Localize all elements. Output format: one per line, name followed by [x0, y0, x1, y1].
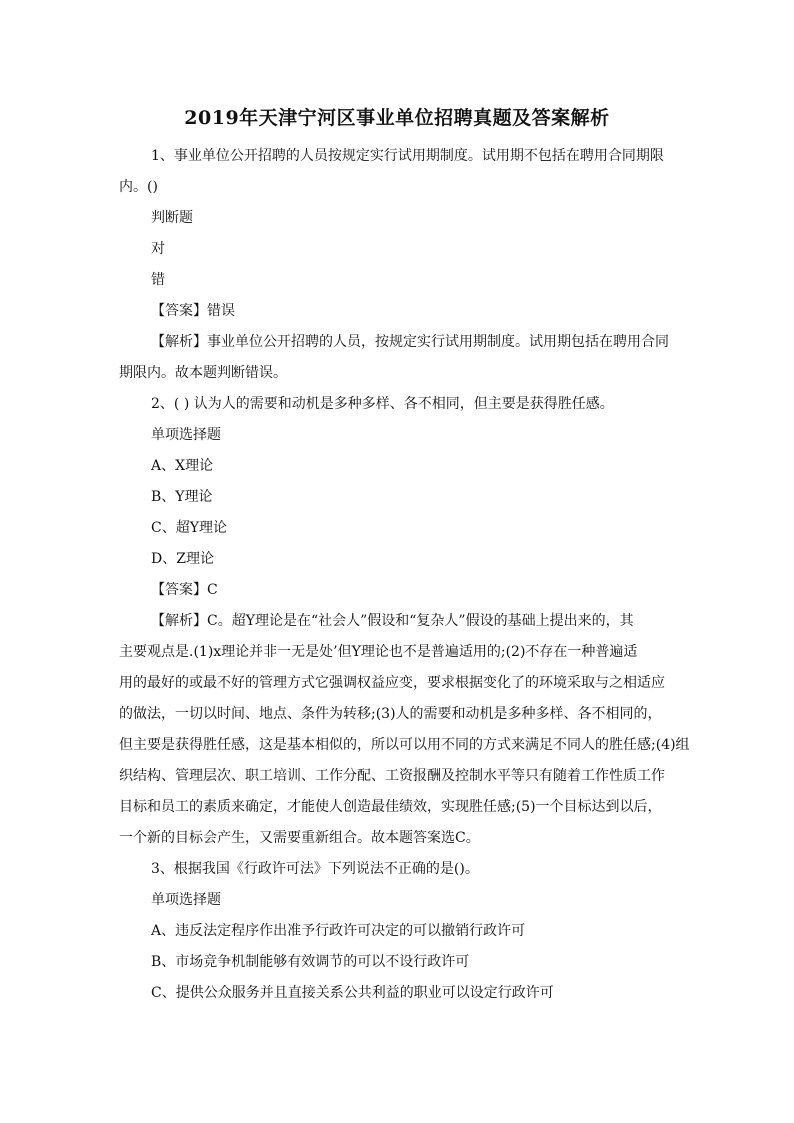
- text-line: 对: [151, 241, 165, 257]
- text-line: C、超Y理论: [151, 520, 227, 536]
- text-line: B、Y理论: [151, 489, 213, 505]
- text-line: 【解析】事业单位公开招聘的人员，按规定实行试用期制度。试用期包括在聘用合同: [151, 334, 669, 350]
- text-line: 用的最好的或最不好的管理方式它强调权益应变，要求根据变化了的环境采取与之相适应: [119, 675, 665, 691]
- text-line: 【解析】C。超Y理论是在“社会人”假设和“复杂人”假设的基础上提出来的，其: [151, 613, 634, 629]
- text-line: 单项选择题: [151, 427, 221, 443]
- text-line: 2、( ) 认为人的需要和动机是多种多样、各不相同，但主要是获得胜任感。: [151, 396, 614, 412]
- text-line: 织结构、管理层次、职工培训、工作分配、工资报酬及控制水平等只有随着工作性质工作: [119, 768, 665, 784]
- text-line: 【答案】C: [151, 582, 218, 598]
- text-line: A、违反法定程序作出准予行政许可决定的可以撤销行政许可: [151, 923, 526, 939]
- document-body: [119, 141, 690, 1009]
- text-line: 主要观点是.(1)x理论并非一无是处’但Y理论也不是普遍适用的;(2)不存在一种普遍适: [119, 644, 638, 660]
- text-line: A、X理论: [151, 458, 214, 474]
- text-line: 【答案】错误: [151, 303, 235, 319]
- text-line: 内。(): [119, 179, 158, 195]
- text-line: 的做法，一切以时间、地点、条件为转移;(3)人的需要和动机是多种多样、各不相同的，: [119, 706, 662, 722]
- text-line: 期限内。故本题判断错误。: [119, 365, 287, 381]
- text-line: 但主要是获得胜任感，这是基本相似的，所以可以用不同的方式来满足不同人的胜任感;(4)组: [119, 737, 690, 753]
- text-line: 1、事业单位公开招聘的人员按规定实行试用期制度。试用期不包括在聘用合同期限: [151, 148, 664, 164]
- text-line: 一个新的目标会产生，又需要重新组合。故本题答案选C。: [119, 830, 480, 846]
- text-line: B、市场竞争机制能够有效调节的可以不设行政许可: [151, 954, 470, 970]
- page-title: 2019年天津宁河区事业单位招聘真题及答案解析: [184, 107, 610, 129]
- text-line: 3、根据我国《行政许可法》下列说法不正确的是()。: [151, 861, 479, 877]
- text-line: 单项选择题: [151, 892, 221, 908]
- text-line: 判断题: [151, 210, 193, 226]
- text-line: C、提供公众服务并且直接关系公共利益的职业可以设定行政许可: [151, 985, 554, 1001]
- text-line: 目标和员工的素质来确定，才能使人创造最佳绩效，实现胜任感;(5)一个目标达到以后，: [119, 799, 662, 815]
- text-line: D、Z理论: [151, 551, 214, 567]
- text-line: 错: [151, 272, 165, 288]
